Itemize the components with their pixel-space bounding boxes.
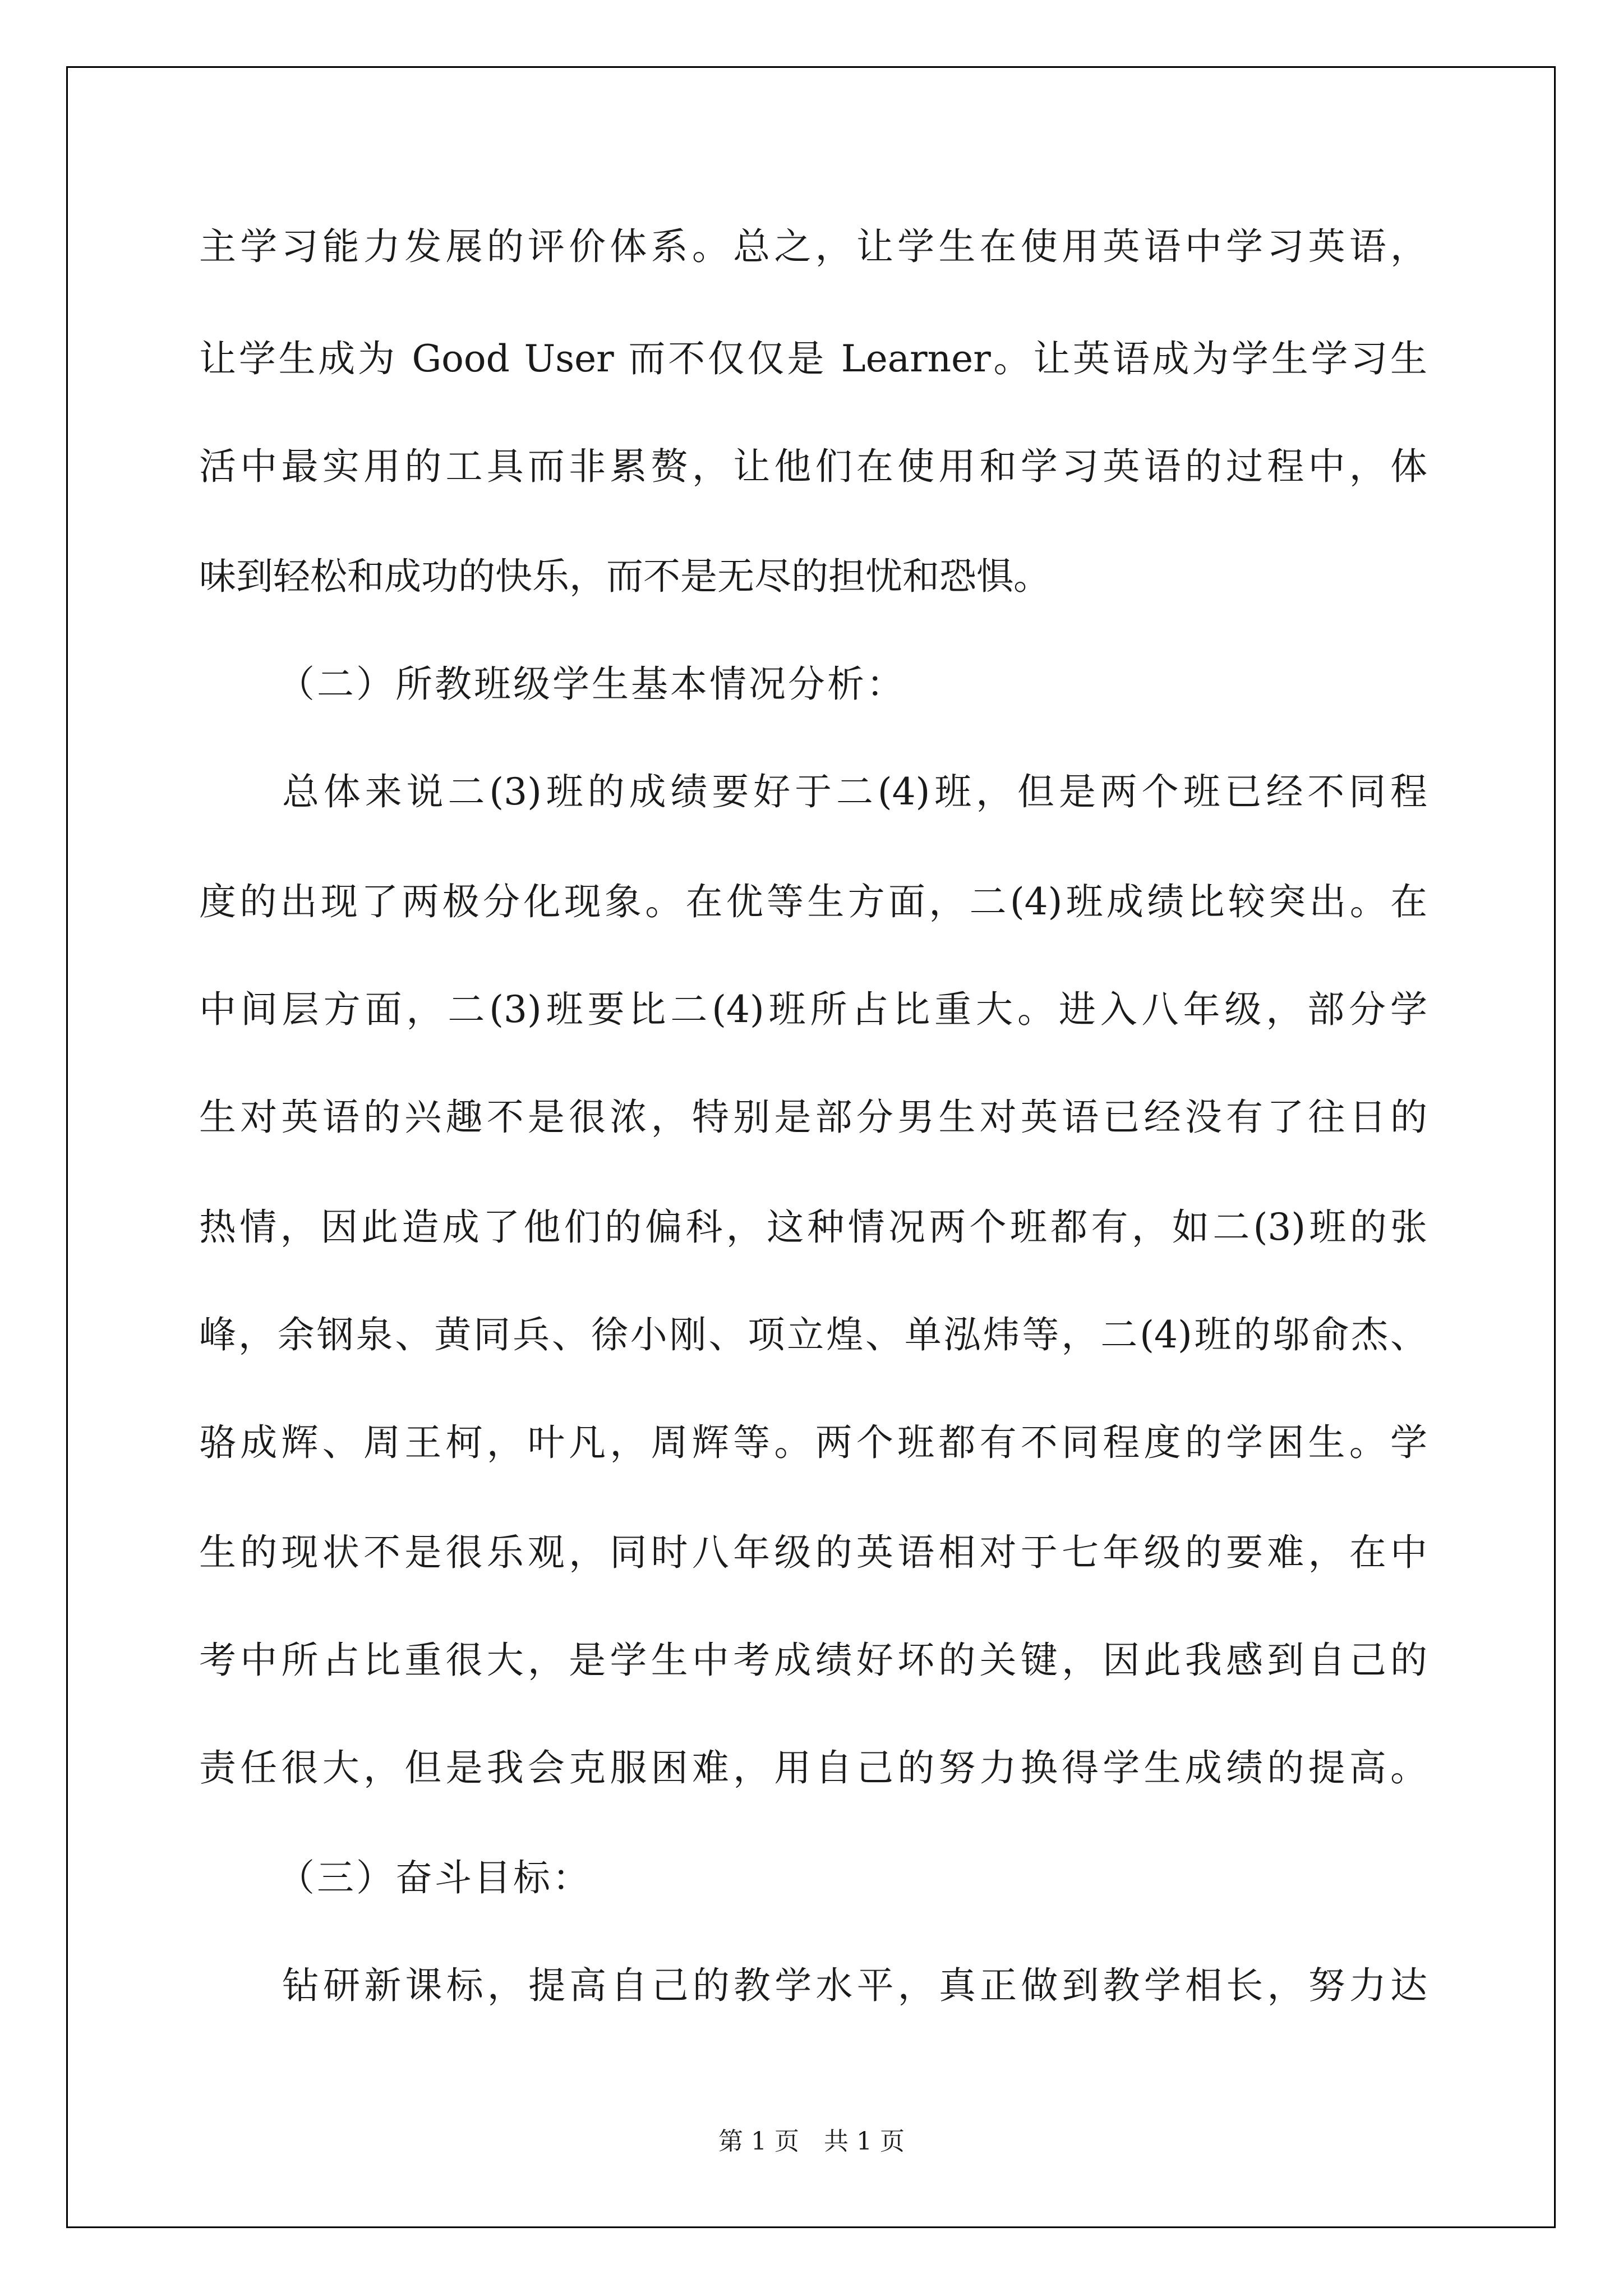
- text-line-17: 钻研新课标，提高自己的教学水平，真正做到教学相长，努力达: [282, 1964, 1427, 2007]
- text-line-13: 生的现状不是很乐观，同时八年级的英语相对于七年级的要难，在中: [199, 1531, 1427, 1574]
- text-line-9: 生对英语的兴趣不是很浓，特别是部分男生对英语已经没有了往日的: [199, 1096, 1427, 1139]
- text-line-1: 主学习能力发展的评价体系。总之，让学生在使用英语中学习英语，: [199, 225, 1427, 268]
- text-line-4: 味到轻松和成功的快乐，而不是无尽的担忧和恐惧。: [199, 555, 1050, 598]
- text-line-7: 度的出现了两极分化现象。在优等生方面，二(4)班成绩比较突出。在: [199, 880, 1427, 923]
- text-line-12: 骆成辉、周王柯，叶凡，周辉等。两个班都有不同程度的学困生。学: [199, 1421, 1427, 1464]
- text-line-15: 责任很大，但是我会克服困难，用自己的努力换得学生成绩的提高。: [199, 1746, 1427, 1789]
- text-line-3: 活中最实用的工具而非累赘，让他们在使用和学习英语的过程中，体: [199, 445, 1427, 488]
- text-line-10: 热情，因此造成了他们的偏科，这种情况两个班都有，如二(3)班的张: [199, 1205, 1427, 1249]
- text-line-11: 峰，余钢泉、黄同兵、徐小刚、项立煌、单泓炜等，二(4)班的邬俞杰、: [199, 1313, 1427, 1356]
- text-line-14: 考中所占比重很大，是学生中考成绩好坏的关键，因此我感到自己的: [199, 1639, 1427, 1682]
- text-line-6: 总体来说二(3)班的成绩要好于二(4)班，但是两个班已经不同程: [282, 770, 1427, 813]
- text-line-2: 让学生成为 Good User 而不仅仅是 Learner。让英语成为学生学习生: [199, 337, 1427, 380]
- section-heading-3: （三）奋斗目标：: [278, 1856, 592, 1899]
- text-line-8: 中间层方面，二(3)班要比二(4)班所占比重大。进入八年级，部分学: [199, 988, 1427, 1031]
- page-number-footer: 第 1 页 共 1 页: [718, 2127, 905, 2156]
- section-heading-2: （二）所教班级学生基本情况分析：: [278, 662, 906, 706]
